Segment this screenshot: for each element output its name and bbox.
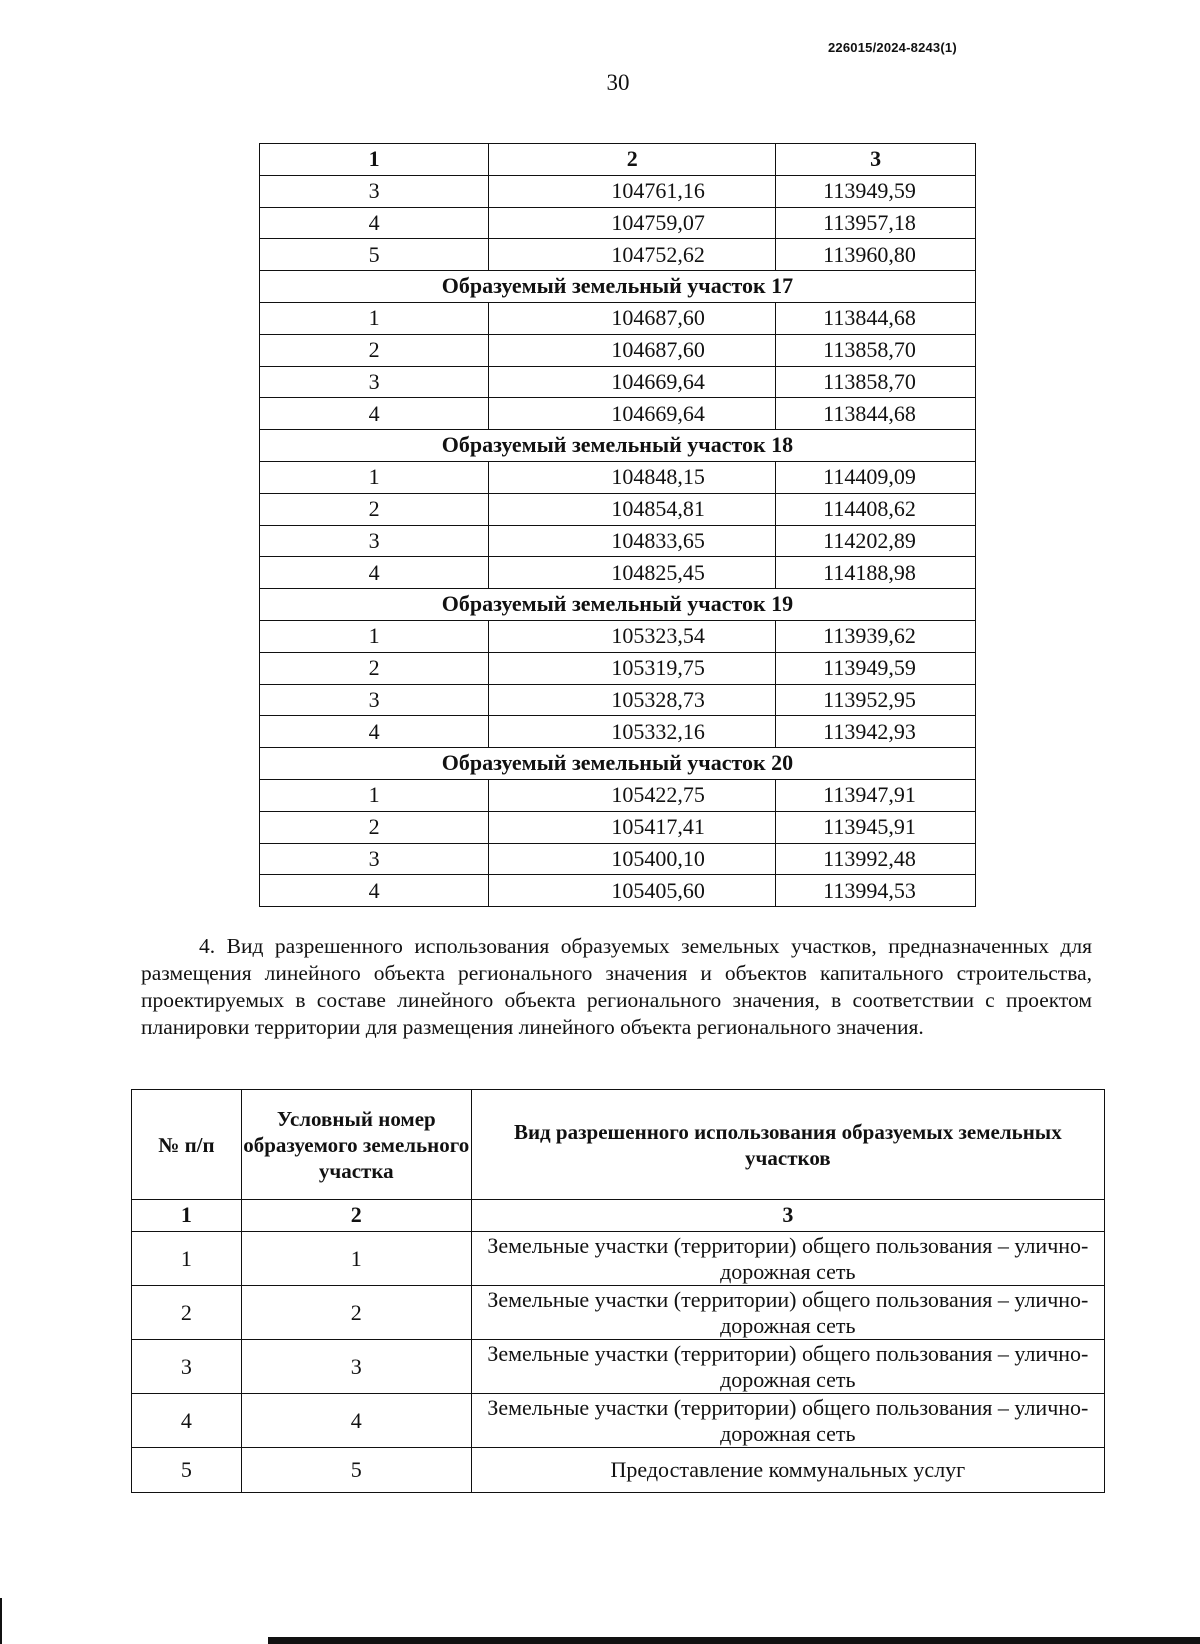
x-coordinate-cell: 104833,65 xyxy=(489,525,776,557)
section-title-row xyxy=(260,589,976,621)
point-number-cell: 1 xyxy=(260,302,489,334)
document-number: 226015/2024-8243(1) xyxy=(828,40,957,55)
x-coordinate-cell: 105400,10 xyxy=(489,843,776,875)
table-row xyxy=(260,175,976,207)
row-number-cell: 2 xyxy=(132,1286,242,1340)
x-coordinate-cell: 105405,60 xyxy=(489,875,776,907)
row-number-cell: 3 xyxy=(132,1340,242,1394)
coord-header-row xyxy=(260,144,976,176)
row-number-cell: 5 xyxy=(132,1448,242,1493)
permitted-use-table xyxy=(131,1089,1105,1493)
paragraph-text: 4. Вид разрешенного использования образуемых земельных участков, предназначенных для размещения линейного объекта регионального значения и объектов капитального строительства, проектируемых в составе линейного объекта регионального значения, в соответствии с проектом планировки территории для размещения линейного объекта регионального значения. xyxy=(141,934,1092,1039)
column-number-cell: 3 xyxy=(471,1200,1104,1232)
y-coordinate-cell: 113960,80 xyxy=(776,239,976,271)
table-row xyxy=(260,302,976,334)
x-coordinate-cell: 104848,15 xyxy=(489,461,776,493)
point-number-cell: 5 xyxy=(260,239,489,271)
point-number-cell: 4 xyxy=(260,716,489,748)
table-row xyxy=(132,1448,1105,1493)
page-number: 30 xyxy=(606,70,630,95)
table-row xyxy=(260,875,976,907)
table-row xyxy=(260,620,976,652)
table-row xyxy=(132,1286,1105,1340)
table-row xyxy=(260,684,976,716)
bottom-scan-border xyxy=(268,1637,1200,1644)
point-number-cell: 1 xyxy=(260,461,489,493)
x-coordinate-cell: 105323,54 xyxy=(489,620,776,652)
row-number-cell: 4 xyxy=(132,1394,242,1448)
point-number-cell: 2 xyxy=(260,493,489,525)
y-coordinate-cell: 113949,59 xyxy=(776,652,976,684)
table-row xyxy=(260,493,976,525)
point-number-cell: 3 xyxy=(260,525,489,557)
coord-header-cell: 1 xyxy=(260,144,489,176)
permitted-use-cell: Предоставление коммунальных услуг xyxy=(471,1448,1104,1493)
row-number-header: № п/п xyxy=(132,1090,242,1200)
scan-edge-mark xyxy=(0,1598,2,1644)
point-number-cell: 4 xyxy=(260,875,489,907)
row-number-cell: 1 xyxy=(132,1232,242,1286)
plot-number-cell: 1 xyxy=(241,1232,471,1286)
section-title: Образуемый земельный участок 19 xyxy=(260,589,976,621)
point-number-cell: 2 xyxy=(260,811,489,843)
y-coordinate-cell: 113858,70 xyxy=(776,366,976,398)
section-title-row xyxy=(260,748,976,780)
point-number-cell: 1 xyxy=(260,620,489,652)
y-coordinate-cell: 113945,91 xyxy=(776,811,976,843)
table-row xyxy=(260,239,976,271)
table-row xyxy=(132,1340,1105,1394)
table-row xyxy=(260,716,976,748)
table-row xyxy=(260,652,976,684)
section-title-row xyxy=(260,271,976,303)
x-coordinate-cell: 104687,60 xyxy=(489,302,776,334)
x-coordinate-cell: 105328,73 xyxy=(489,684,776,716)
table-row xyxy=(132,1394,1105,1448)
column-number-cell: 1 xyxy=(132,1200,242,1232)
point-number-cell: 3 xyxy=(260,175,489,207)
table-row xyxy=(260,334,976,366)
plot-number-cell: 5 xyxy=(241,1448,471,1493)
table-row xyxy=(260,366,976,398)
permitted-use-cell: Земельные участки (территории) общего пользования – улично-дорожная сеть xyxy=(471,1286,1104,1340)
point-number-cell: 4 xyxy=(260,557,489,589)
table-row xyxy=(132,1232,1105,1286)
table-row xyxy=(260,557,976,589)
point-number-cell: 1 xyxy=(260,779,489,811)
coordinates-table xyxy=(259,143,976,907)
y-coordinate-cell: 113858,70 xyxy=(776,334,976,366)
y-coordinate-cell: 113844,68 xyxy=(776,398,976,430)
y-coordinate-cell: 113957,18 xyxy=(776,207,976,239)
point-number-cell: 4 xyxy=(260,207,489,239)
x-coordinate-cell: 104761,16 xyxy=(489,175,776,207)
y-coordinate-cell: 113994,53 xyxy=(776,875,976,907)
x-coordinate-cell: 104669,64 xyxy=(489,398,776,430)
point-number-cell: 3 xyxy=(260,684,489,716)
y-coordinate-cell: 114188,98 xyxy=(776,557,976,589)
y-coordinate-cell: 114408,62 xyxy=(776,493,976,525)
coordinates-table-body xyxy=(260,144,976,907)
section-title: Образуемый земельный участок 18 xyxy=(260,430,976,462)
table-row xyxy=(260,207,976,239)
column-number-cell: 2 xyxy=(241,1200,471,1232)
table-row xyxy=(260,779,976,811)
y-coordinate-cell: 113942,93 xyxy=(776,716,976,748)
x-coordinate-cell: 104759,07 xyxy=(489,207,776,239)
point-number-cell: 3 xyxy=(260,366,489,398)
table-row xyxy=(260,843,976,875)
y-coordinate-cell: 113992,48 xyxy=(776,843,976,875)
column-number-row xyxy=(132,1200,1105,1232)
section-title: Образуемый земельный участок 17 xyxy=(260,271,976,303)
x-coordinate-cell: 104752,62 xyxy=(489,239,776,271)
x-coordinate-cell: 104854,81 xyxy=(489,493,776,525)
plot-number-header: Условный номер образуемого земельного участка xyxy=(241,1090,471,1200)
permitted-use-cell: Земельные участки (территории) общего пользования – улично-дорожная сеть xyxy=(471,1232,1104,1286)
coord-header-cell: 3 xyxy=(776,144,976,176)
permitted-use-paragraph xyxy=(141,933,1092,1041)
x-coordinate-cell: 105417,41 xyxy=(489,811,776,843)
coord-header-cell: 2 xyxy=(489,144,776,176)
permitted-use-table-body xyxy=(132,1090,1105,1493)
plot-number-cell: 2 xyxy=(241,1286,471,1340)
table-row xyxy=(260,461,976,493)
permitted-use-cell: Земельные участки (территории) общего пользования – улично-дорожная сеть xyxy=(471,1394,1104,1448)
y-coordinate-cell: 113952,95 xyxy=(776,684,976,716)
y-coordinate-cell: 113947,91 xyxy=(776,779,976,811)
section-title: Образуемый земельный участок 20 xyxy=(260,748,976,780)
point-number-cell: 2 xyxy=(260,334,489,366)
x-coordinate-cell: 105319,75 xyxy=(489,652,776,684)
plot-number-cell: 4 xyxy=(241,1394,471,1448)
x-coordinate-cell: 104669,64 xyxy=(489,366,776,398)
permitted-use-header: Вид разрешенного использования образуемых земельных участков xyxy=(471,1090,1104,1200)
x-coordinate-cell: 105332,16 xyxy=(489,716,776,748)
point-number-cell: 3 xyxy=(260,843,489,875)
y-coordinate-cell: 113949,59 xyxy=(776,175,976,207)
y-coordinate-cell: 113844,68 xyxy=(776,302,976,334)
section-title-row xyxy=(260,430,976,462)
plot-number-cell: 3 xyxy=(241,1340,471,1394)
table-row xyxy=(260,398,976,430)
permitted-use-cell: Земельные участки (территории) общего пользования – улично-дорожная сеть xyxy=(471,1340,1104,1394)
point-number-cell: 4 xyxy=(260,398,489,430)
y-coordinate-cell: 113939,62 xyxy=(776,620,976,652)
table-row xyxy=(260,811,976,843)
y-coordinate-cell: 114409,09 xyxy=(776,461,976,493)
x-coordinate-cell: 105422,75 xyxy=(489,779,776,811)
table-row xyxy=(260,525,976,557)
y-coordinate-cell: 114202,89 xyxy=(776,525,976,557)
x-coordinate-cell: 104687,60 xyxy=(489,334,776,366)
use-header-row xyxy=(132,1090,1105,1200)
x-coordinate-cell: 104825,45 xyxy=(489,557,776,589)
point-number-cell: 2 xyxy=(260,652,489,684)
